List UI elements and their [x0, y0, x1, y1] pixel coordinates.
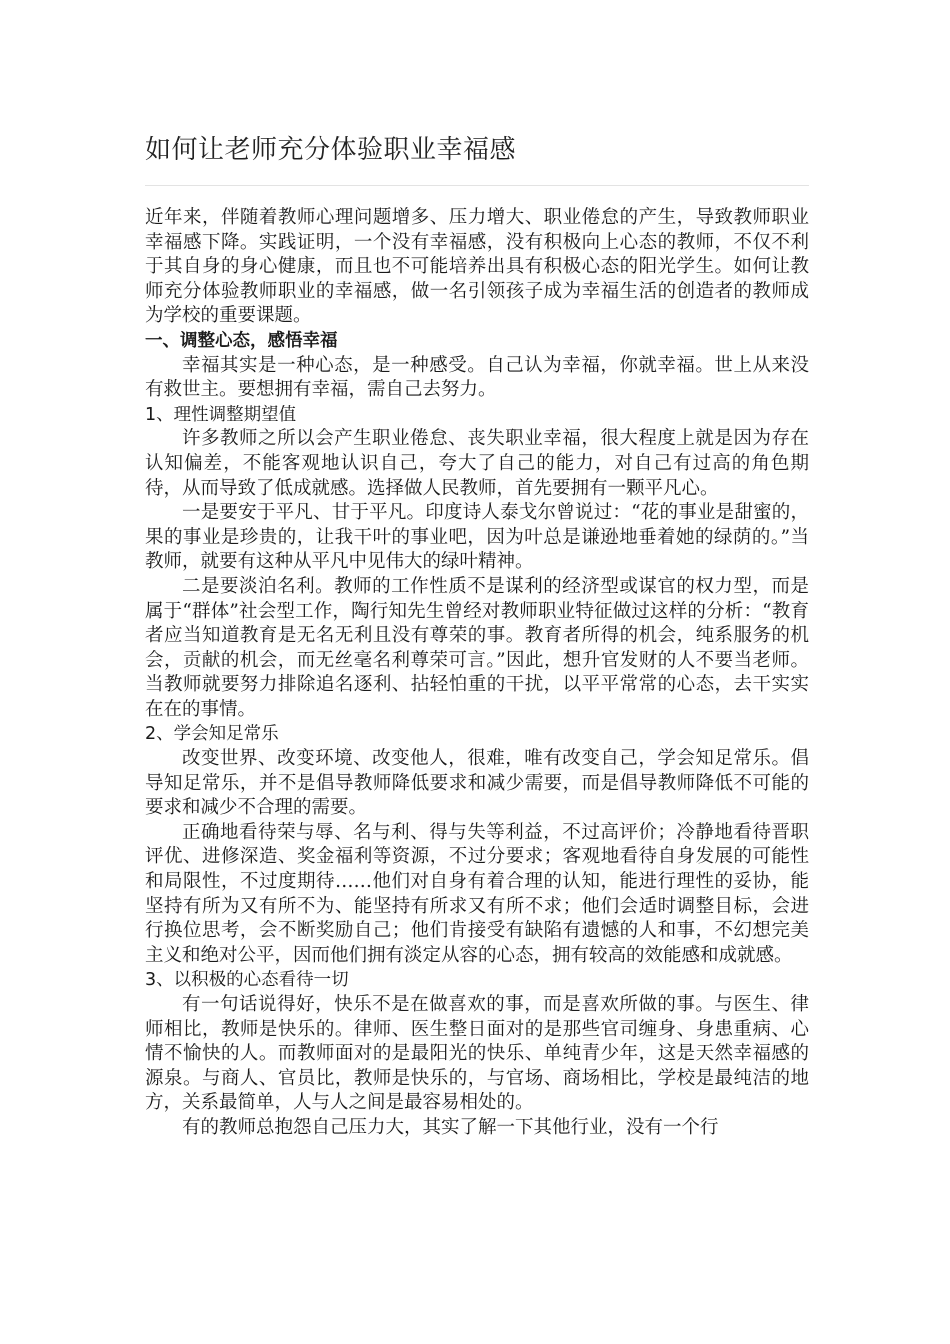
paragraph: 一是要安于平凡、甘于平凡。印度诗人泰戈尔曾说过：“花的事业是甜蜜的，果的事业是珍贵的，让我干叶的事业吧，因为叶总是谦逊地垂着她的绿荫的。”当教师，就要有这种从平凡中见伟大的绿叶精神。 [145, 502, 809, 573]
intro-paragraph: 近年来，伴随着教师心理问题增多、压力增大、职业倦怠的产生，导致教师职业幸福感下降。实践证明，一个没有幸福感，没有积极向上心态的教师，不仅不利于其自身的身心健康，而且也不可能培养出具有积极心态的阳光学生。如何让教师充分体验教师职业的幸福感，做一名引领孩子成为幸福生活的创造者的教师成为学校的重要课题。 [145, 207, 809, 327]
paragraph: 二是要淡泊名利。教师的工作性质不是谋利的经济型或谋官的权力型，而是属于“群体”社会型工作，陶行知先生曾经对教师职业特征做过这样的分析：“教育者应当知道教育是无名无利且没有尊荣的事。教育者所得的机会，纯系服务的机会，贡献的机会，而无丝毫名利尊荣可言。”因此，想升官发财的人不要当老师。当教师就要努力排除追名逐利、拈轻怕重的干扰，以平平常常的心态，去干实实在在的事情。 [145, 575, 809, 720]
title-divider [145, 185, 809, 186]
paragraph: 改变世界、改变环境、改变他人，很难，唯有改变自己，学会知足常乐。倡导知足常乐，并不是倡导教师降低要求和减少需要，而是倡导教师降低不可能的要求和减少不合理的需要。 [145, 748, 809, 819]
document-body [145, 206, 809, 1141]
paragraph: 有的教师总抱怨自己压力大，其实了解一下其他行业，没有一个行 [182, 1116, 719, 1138]
paragraph: 正确地看待荣与辱、名与利、得与失等利益，不过高评价；冷静地看待晋职评优、进修深造、奖金福利等资源，不过分要求；客观地看待自身发展的可能性和局限性，不过度期待……他们对自身有着合理的认知，能进行理性的妥协，能坚持有所为又有所不为、能坚持有所求又有所不求；他们会适时调整目标，会进行换位思考，会不断奖励自己；他们肯接受有缺陷有遗憾的人和事，不幻想完美主义和绝对公平，因而他们拥有淡定从容的心态，拥有较高的效能感和成就感。 [145, 821, 809, 966]
paragraph: 许多教师之所以会产生职业倦怠、丧失职业幸福，很大程度上就是因为存在认知偏差，不能客观地认识自己，夸大了自己的能力，对自己有过高的角色期待，从而导致了低成就感。选择做人民教师，首先要拥有一颗平凡心。 [145, 428, 809, 499]
document-title: 如何让老师充分体验职业幸福感 [145, 135, 517, 165]
subsection-heading: 2、学会知足常乐 [145, 724, 279, 745]
paragraph: 幸福其实是一种心态，是一种感受。自己认为幸福，你就幸福。世上从来没有救世主。要想拥有幸福，需自己去努力。 [145, 354, 809, 401]
subsection-heading: 3、以积极的心态看待一切 [145, 970, 349, 991]
section-heading: 一、调整心态，感悟幸福 [145, 330, 338, 351]
document-page [145, 0, 809, 1141]
paragraph: 有一句话说得好，快乐不是在做喜欢的事，而是喜欢所做的事。与医生、律师相比，教师是快乐的。律师、医生整日面对的是那些官司缠身、身患重病、心情不愉快的人。而教师面对的是最阳光的快乐、单纯青少年，这是天然幸福感的源泉。与商人、官员比，教师是快乐的，与官场、商场相比，学校是最纯洁的地方，关系最简单，人与人之间是最容易相处的。 [145, 994, 809, 1114]
subsection-heading: 1、理性调整期望值 [145, 404, 297, 425]
